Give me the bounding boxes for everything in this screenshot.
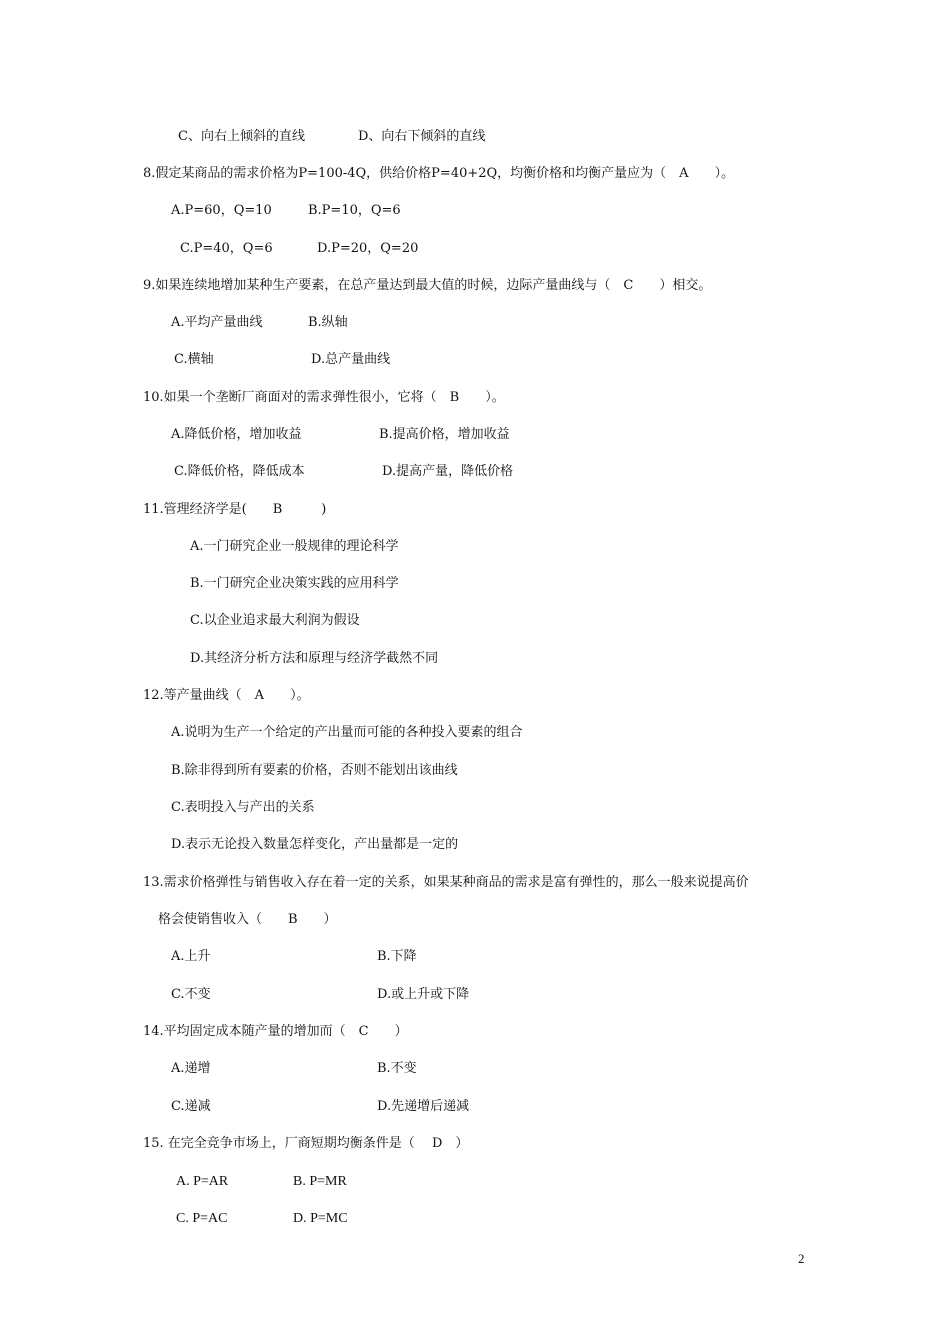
question-9: 9.如果连续地增加某种生产要素，在总产量达到最大值的时候，边际产量曲线与（ C ）相交。 — [143, 278, 712, 293]
option-d: D. P=MC — [293, 1211, 348, 1226]
q14-options-ab — [171, 1060, 417, 1078]
q11-option-d: D.其经济分析方法和原理与经济学截然不同 — [190, 651, 439, 666]
q10-options-cd — [174, 463, 514, 481]
q15-options-ab — [176, 1173, 347, 1191]
q8-options-ab — [171, 202, 401, 220]
option-b: B.下降 — [377, 949, 417, 964]
option-d: D.总产量曲线 — [311, 352, 391, 367]
q12-option-d: D.表示无论投入数量怎样变化，产出量都是一定的 — [171, 837, 459, 852]
q12-option-a: A.说明为生产一个给定的产出量而可能的各种投入要素的组合 — [171, 725, 523, 740]
option-d: D.提高产量，降低价格 — [382, 464, 514, 479]
option-c: C.降低价格，降低成本 — [174, 464, 305, 479]
q12-option-c: C.表明投入与产出的关系 — [171, 800, 315, 815]
q15-options-cd — [176, 1210, 348, 1228]
question-13-continued: 格会使销售收入（ B ） — [158, 912, 337, 927]
question-14: 14.平均固定成本随产量的增加而（ C ） — [143, 1024, 408, 1039]
option-d: D.先递增后递减 — [377, 1099, 470, 1114]
q11-option-a: A.一门研究企业一般规律的理论科学 — [190, 539, 399, 554]
q10-options-ab — [171, 426, 510, 444]
question-12: 12.等产量曲线（ A ）。 — [143, 688, 310, 703]
question-8: 8.假定某商品的需求价格为P=100-4Q，供给价格P=40+2Q，均衡价格和均衡产量应为（ A ）。 — [143, 166, 735, 181]
option-a: A.降低价格，增加收益 — [171, 427, 302, 442]
option-a: A. P=AR — [176, 1174, 229, 1189]
question-13: 13.需求价格弹性与销售收入存在着一定的关系，如果某种商品的需求是富有弹性的，那么一般来说提高价 — [143, 875, 749, 890]
option-c: C、向右上倾斜的直线 — [178, 129, 305, 144]
option-c: C. P=AC — [176, 1211, 228, 1226]
q9-options-cd — [174, 351, 391, 369]
q14-options-cd — [171, 1098, 470, 1116]
q12-option-b: B.除非得到所有要素的价格，否则不能划出该曲线 — [171, 763, 458, 778]
q7-options-cd — [178, 128, 486, 146]
option-a: A.P=60，Q=10 — [171, 203, 272, 218]
option-b: B.P=10，Q=6 — [308, 203, 401, 218]
option-a: A.平均产量曲线 — [171, 315, 263, 330]
question-11: 11.管理经济学是( B ) — [143, 502, 327, 517]
option-c: C.横轴 — [174, 352, 214, 367]
q9-options-ab — [171, 314, 348, 332]
question-15: 15. 在完全竞争市场上，厂商短期均衡条件是（ D ） — [143, 1136, 469, 1151]
option-b: B.纵轴 — [308, 315, 348, 330]
option-d: D.P=20，Q=20 — [317, 241, 419, 256]
option-c: C.P=40，Q=6 — [180, 241, 273, 256]
option-b: B.不变 — [377, 1061, 417, 1076]
q11-option-b: B.一门研究企业决策实践的应用科学 — [190, 576, 399, 591]
option-b: B.提高价格，增加收益 — [379, 427, 510, 442]
q13-options-cd — [171, 986, 470, 1004]
option-c: C.递减 — [171, 1099, 211, 1114]
page-number: 2 — [798, 1251, 805, 1266]
question-10: 10.如果一个垄断厂商面对的需求弹性很小，它将（ B ）。 — [143, 390, 505, 405]
q8-options-cd — [180, 240, 419, 258]
option-c: C.不变 — [171, 987, 211, 1002]
option-d: D.或上升或下降 — [377, 987, 470, 1002]
option-a: A.递增 — [171, 1061, 211, 1076]
q11-option-c: C.以企业追求最大利润为假设 — [190, 613, 360, 628]
option-b: B. P=MR — [293, 1174, 347, 1189]
q13-options-ab — [171, 948, 417, 966]
option-a: A.上升 — [171, 949, 211, 964]
option-d: D、向右下倾斜的直线 — [358, 129, 486, 144]
